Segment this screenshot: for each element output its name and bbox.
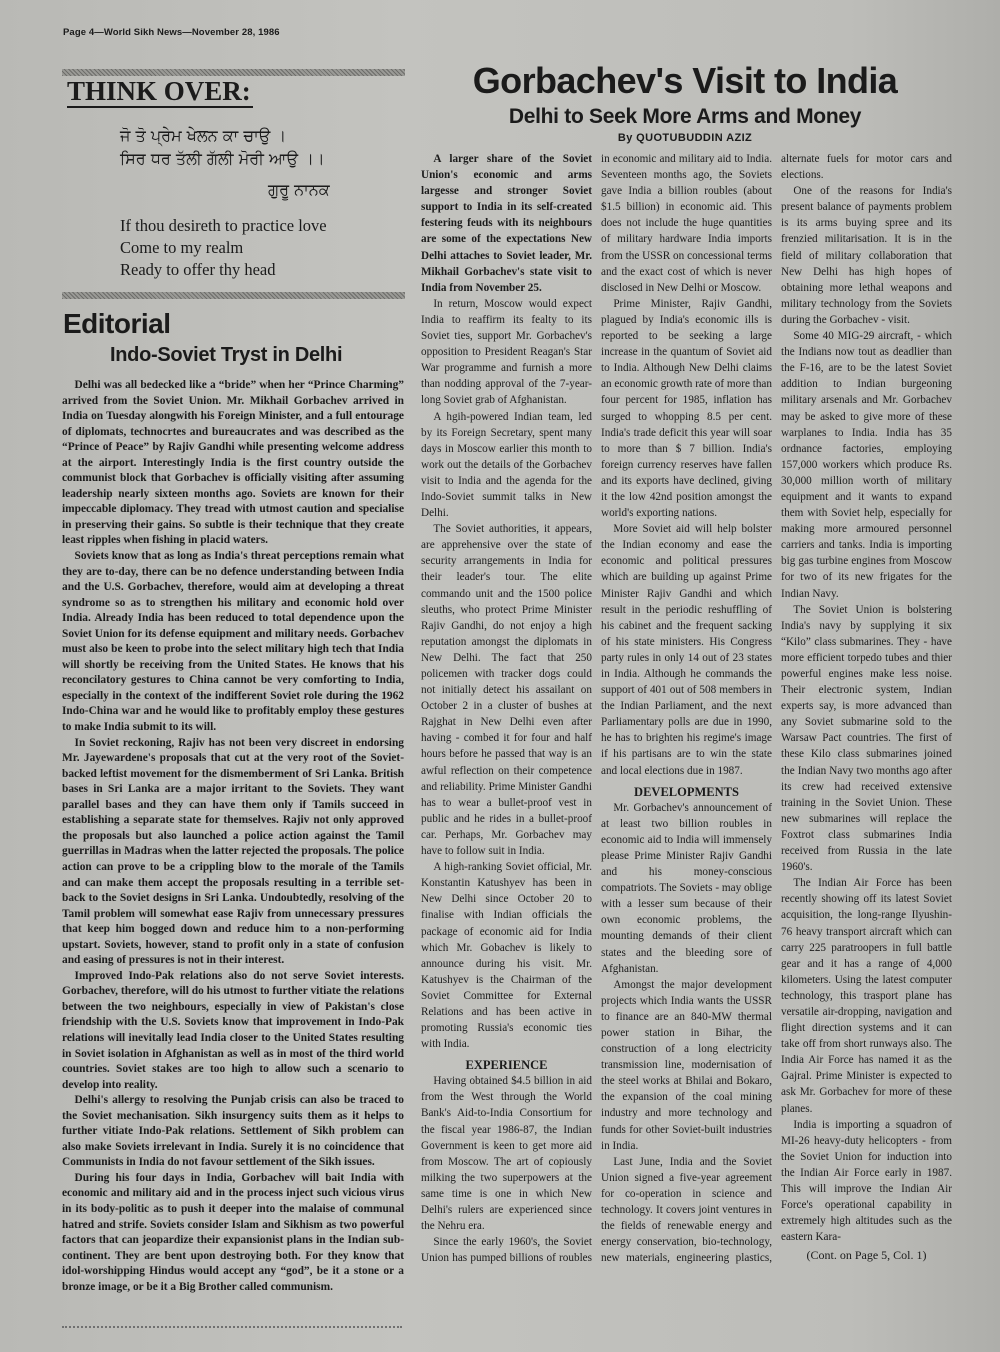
editorial-paragraph: Delhi's allergy to resolving the Punjab crisis can also be traced to the Soviet mechanisation. Sikh insurgency suits them as it helps to further vitiate Indo-Pak relations. Settlement of Sikh problem can also make Soviets irrelevant in India. Surely it is no coincidence that Communists in India do not favour settlement of the Sikh issues. bbox=[62, 1094, 404, 1169]
article-subhead: DEVELOPMENTS bbox=[634, 784, 739, 799]
editorial-paragraph: Improved Indo-Pak relations also do not serve Soviet interests. Gorbachev, therefore, will do his utmost to further vitiate the relations between the two neighbours, especially in view of Pakistan's close friendship with the U.S. Soviets know that improvement in Indo-Pak relations will inevitally lead India closer to the United States resulting in Soviet isolation in Afghanistan as well as in most of the third world countries. Soviet stakes are too high to allow such a scenario to develop into reality. bbox=[62, 969, 404, 1091]
running-head: Page 4—World Sikh News—November 28, 1986 bbox=[63, 27, 280, 38]
article-paragraph: The Indian Air Force has been recently showing off its latest Soviet acquisition, the long-range Ilyushin-76 heavy transport aircraft which can carry 225 paratroopers in full battle gear and it has a range of 4,000 kilometers. Using the latest computer technology, this trasport plane has versatile air-dropping, navigation and flight direction systems and it can take off from short runways also. The India Air Force has named it as the Gajral. Prime Minister is expected to ask Mr. Gorbachev for more of these planes. bbox=[781, 877, 952, 1115]
article-paragraph: India is importing a squadron of MI-26 heavy-duty helicopters - from the Soviet Union for induction into the Indian Air Force early in 1987. This will improve the Indian Air Force's operational capability in extremely high altitudes such as the eastern Kara- bbox=[781, 1118, 952, 1244]
quote-attribution: ਗੁਰੂ ਨਾਨਕ bbox=[268, 180, 330, 199]
editorial-body bbox=[62, 378, 404, 1295]
article-byline: By QUOTUBUDDIN AZIZ bbox=[617, 132, 753, 144]
continuation-note[interactable]: (Cont. on Page 5, Col. 1) bbox=[806, 1248, 927, 1263]
english-line: Ready to offer thy head bbox=[120, 260, 276, 279]
article-paragraph: Some 40 MIG-29 aircraft, - which the Indians now tout as deadlier than the F-16, are to be the latest Soviet addition to Indian burgeoning military arsenals and Mr. Gorbachev may be asked to give more of these warplanes to India. India has 35 ordnance factories, employing 157,000 workers which produce Rs. 30,000 million worth of military equipment and it wants to expand them with Soviet help, especially for making more armoured personnel carriers and tanks. India is importing big gas turbine engines from Moscow for two of its new frigates for the Indian Navy. bbox=[781, 330, 952, 600]
gurmukhi-line: ਜੋ ਤੋ ਪ੍ਰੇਮ ਖੇਲਨ ਕਾ ਚਾਉ । bbox=[120, 126, 287, 145]
article-subheadline: Delhi to Seek More Arms and Money bbox=[508, 105, 862, 128]
article-paragraph: Having obtained $4.5 billion in aid from the West through the World Bank's Aid-to-India Consortium for the fiscal year 1986-87, the Indian Government is keen to get more aid from Moscow. The art of copiously milking the two superpowers at the same time is one in which New Delhi's rulers are experienced since the Nehru era. bbox=[421, 1075, 592, 1233]
article-subhead: EXPERIENCE bbox=[465, 1058, 548, 1073]
divider-top bbox=[62, 69, 405, 76]
article-paragraph: Mr. Gorbachev's announcement of at least two billion roubles in economic aid to India will immensely please Prime Minister Rajiv Gandhi and his money-conscious compatriots. The Soviets - may oblige with a lesser sum because of their own economic problems, the mounting demands of their client states and the bleeding sore of Afghanistan. bbox=[601, 801, 772, 975]
gurmukhi-line: ਸਿਰ ਧਰ ਤੱਲੀ ਗੱਲੀ ਮੋਰੀ ਆਉ ।। bbox=[120, 149, 325, 168]
article-paragraph: Last June, India and the Soviet Union signed a five-year agreement for co-operation in science and technology. It covers joint ventures in the fields of renewable energy and energy conservation, bio-technology, new materials, engineering plastics, alternate fuels for motor cars and elections. bbox=[601, 153, 952, 1265]
article-lead-paragraph: A larger share of the Soviet Union's economic and arms largesse and stronger Soviet support to India in its self-created festering feuds with its neighbours are some of the expectations New Delhi attaches to Soviet leader, Mr. Mikhail Gorbachev's state visit to India from November 25. bbox=[421, 153, 592, 294]
article-paragraph: The Soviet authorities, it appears, are apprehensive over the state of security arrangements in India for their leader's tour. The elite commando unit and the 1500 police sleuths, who protect Prime Minister Rajiv Gandhi, do not enjoy a high reputation amongst the diplomats in New Delhi. The fact that 250 policemen with tracker dogs could not initially detect his assailant on October 2 in a cluster of bushes at Rajghat in New Delhi even after having - combed it for four and half hours before he passed that way is an awful reflection on their competence and reliability. Prime Minister Gandhi has to wear a bullet-proof vest in public and he rides in a bullet-proof car. Perhaps, Mr. Gorbachev may have to follow suit in India. bbox=[421, 523, 592, 858]
editorial-paragraph: During his four days in India, Gorbachev will bait India with economic and military aid and in the process inject such vicious virus in its body-politic as to push it deeper into the malaise of communal hatred and strife. Soviets consider Islam and Sikhism as two powerful factors that can jeopardize their expansionist plans in the Indian sub-continent. They are bent upon destroying both. For they know that idol-worshipping Hindus would accept any “god”, be it a stone or a bronze image, or be it a Big Brother called communism. bbox=[62, 1171, 404, 1293]
article-paragraph: More Soviet aid will help bolster the Indian economy and ease the economic and political pressures which are building up against Prime Minister Rajiv Gandhi and which result in the periodic reshuffling of his cabinet and the frequent sacking of his state ministers. His Congress party rules in only 14 out of 23 states in India. Although he commands the support of 401 out of 508 members in the Indian Parliament, and the next Parliamentary polls are due in 1990, he has to brighten his regime's image if his partisans are to win the state and local elections due in 1987. bbox=[601, 523, 772, 777]
editorial-section-title: Editorial bbox=[63, 308, 171, 339]
article-headline: Gorbachev's Visit to India bbox=[472, 60, 898, 101]
article-paragraph: Prime Minister, Rajiv Gandhi, plagued by India's economic ills is reported to be seeking a large increase in the quantum of Soviet aid to India. Although New Delhi claims an economic growth rate of more than four percent for 1985, inflation has surged to whopping 8.5 per cent. India's trade deficit this year will soar to more than $ 7 billion. India's foreign currency reserves have fallen and its exports have declined, giving it the low 42nd position amongst the world's exporting nations. bbox=[601, 297, 772, 520]
article-paragraph: A hgih-powered Indian team, led by its Foreign Secretary, spent many days in Moscow earlier this month to work out the details of the Gorbachev visit to India and the agenda for the Indo-Soviet summit talks in New Delhi. bbox=[421, 410, 592, 520]
article-paragraph: Amongst the major development projects which India wants the USSR to finance are an 840-MW thermal power station in Bihar, the construction of a long electricity transmission line, modernisation of the steel works at Bhilai and Bokaro, the expansion of the coal mining industry and more technology and funds for other Soviet-built industries in India. bbox=[601, 978, 772, 1152]
think-over-title: THINK OVER: bbox=[67, 76, 251, 106]
article-paragraph: A high-ranking Soviet official, Mr. Konstantin Katushyev has been in New Delhi since October 20 to finalise with Indian officials the package of economic aid for India which Mr. Gobachev is likely to announce during his visit. Mr. Katushyev is the Chairman of the Soviet Committee for External Relations and has been active in promoting Russia's economic ties with India. bbox=[421, 861, 592, 1051]
article-body bbox=[421, 151, 952, 1266]
editorial-paragraph: In Soviet reckoning, Rajiv has not been very discreet in endorsing Mr. Jayewardene's proposals that cut at the very root of the Soviet-backed leftist movement for the dismemberment of Sri Lanka. British bases in Sri Lanka are a major irritant to the Soviets. They want parallel bases and they can have them only if Tamils succeed in establishing a separate state for themselves. Rajiv not only approved the proposals but also launched a police action against the Tamil guerrillas in Madras when the latter rejected the proposals. The police action can prove to be a crippling blow to the morale of the Tamils and can make them accept the proposals resulting in a terrible set-back to the Soviet designs in Sri Lanka. Undoubtedly, resolving of the Tamil problem will somewhat ease Rajiv from unnecessary pressures that keep him bogged down and reduce him to a non-performing upstart. Soviets, however, stand to profit only in a state of confusion and easing of pressures is not in their interest. bbox=[62, 736, 404, 967]
article-paragraph: The Soviet Union is bolstering India's navy by supplying it six “Kilo” class submarines. They - have more efficient torpedo tubes and thier powerful engines make less noise. Their electronic system, Indian experts say, is more advanced than any Soviet submarine sold to the Warsaw Pact countries. The first of these Kilo class submarines joined the Indian Navy two months ago after its crew had received extensive training in the Soviet Union. These new submarines will replace the Foxtrot class submarines India received from Russia in the late 1960's. bbox=[781, 603, 952, 874]
editorial-paragraph: Delhi was all bedecked like a “bride” when her “Prince Charming” arrived from the Soviet Union. Mr. Mikhail Gorbachev arrived in India on Tuesday alongwith his Foreign Minister, and a full entourage of diplomats, technocrtes and bureaucrates and was described as the “Prince of Peace” by Rajiv Gandhi while presenting welcome address at the airport. Interestingly India is the first country outside the communist block that Gorbachev is officially visiting after assuming leadership nearly sixteen months ago. Soviets are known for their impeccable diplomacy. They tread with utmost caution and specialise in preserving their gains. So subtle is their technique that they create least ripples when fishing in placid waters. bbox=[62, 379, 404, 547]
article-paragraph: Since the early 1960's, the Soviet Union has pumped billions of roubles in economic and military aid to India. Seventeen months ago, the Soviets gave India a billion roubles (about $1.5 billion) in economic aid. This does not include the huge quantities of military hardware India imports from the USSR on concessional terms and the exact cost of which is never disclosed in New Delhi or Moscow. bbox=[421, 153, 772, 1265]
editorial-paragraph: Soviets know that as long as India's threat perceptions remain what they are to-day, there can be no defence understanding between India and the U.S. Gorbachev, therefore, would aim at developing a threat syndrome so as to strengthen his military and economic hold over India. Already India has been reduced to total dependence upon the Soviet Union for its defense equipment and military needs. Gorbachev must also be keen to probe into the select military high tech that India will shortly be receiving from the United States. He knows that his reconcilatory gestures to China cannot be very comforting to India, especially in the context of the indifferent Soviet role during the 1962 Indo-China war and he would like to profitably employ these gestures to make India submit to its will. bbox=[62, 550, 404, 734]
english-line: Come to my realm bbox=[120, 238, 244, 257]
editorial-headline: Indo-Soviet Tryst in Delhi bbox=[110, 344, 343, 366]
english-line: If thou desireth to practice love bbox=[120, 216, 327, 235]
bottom-dotted-rule bbox=[62, 1326, 402, 1328]
article-paragraph: One of the reasons for India's present balance of payments problem is its arms buying spree and its frenzied militarisation. It is in the field of military collaboration that New Delhi has high hopes of obtaining more lethal weapons and military technology from the Soviets during the Gorbachev - visit. bbox=[781, 185, 952, 326]
article-paragraph: In return, Moscow would expect India to reaffirm its fealty to its Soviet ties, support Mr. Gorbachev's opposition to President Reagan's Star War programme and furnish a more than nodding approval of the 7-year-long Soviet grab of Afghanistan. bbox=[421, 297, 592, 407]
divider-bottom bbox=[62, 292, 405, 299]
